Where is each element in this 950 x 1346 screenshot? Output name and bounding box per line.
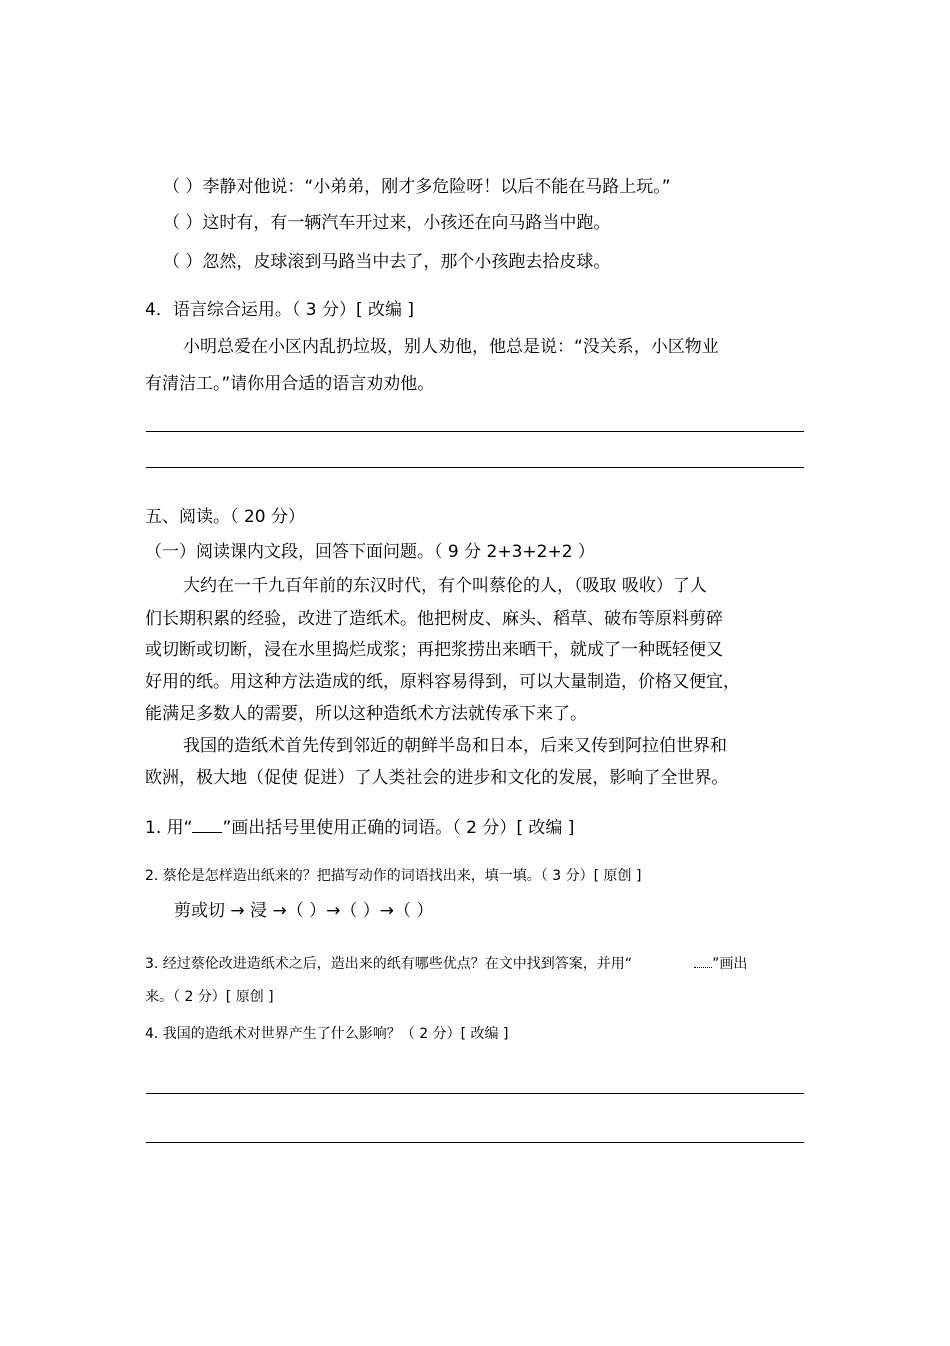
order-item-2: [163, 215, 610, 232]
passage-p1-line2: 们长期积累的经验，改进了造纸术。他把树皮、麻头、稻草、破布等原料剪碎: [145, 609, 723, 629]
answer-line-1[interactable]: [146, 431, 804, 432]
passage-p2-line1: 我国的造纸术首先传到邻近的朝鲜半岛和日本，后来又传到阿拉伯世界和: [183, 736, 727, 756]
question-3-text-a: 3. 经过蔡伦改进造纸术之后，造出来的纸有哪些优点？在文中找到答案，并用“: [145, 956, 633, 972]
question-3-text-b: ”画出: [712, 956, 748, 972]
question-4: 4. 我国的造纸术对世界产生了什么影响？（ 2 分）[ 改编 ]: [145, 1026, 509, 1042]
section5-subtitle: （一）阅读课内文段，回答下面问题。（ 9 分 2+3+2+2 ）: [145, 542, 595, 562]
order-text-2: 这时有，有一辆汽车开过来，小孩还在向马路当中跑。: [202, 213, 611, 233]
order-paren-1[interactable]: （ ）: [163, 177, 203, 197]
answer-line-4[interactable]: [146, 1142, 804, 1143]
order-paren-3[interactable]: （ ）: [163, 252, 203, 272]
q4-prompt-line2: 有清洁工。”请你用合适的语言劝劝他。: [145, 374, 435, 394]
answer-line-3[interactable]: [146, 1093, 804, 1094]
wavy-line-sample: [694, 955, 712, 968]
section5-title: 五、阅读。（ 20 分）: [145, 507, 305, 527]
answer-line-2[interactable]: [146, 467, 804, 468]
order-paren-2[interactable]: （ ）: [163, 213, 203, 233]
question-1: [145, 818, 574, 837]
order-text-3: 忽然，皮球滚到马路当中去了，那个小孩跑去拾皮球。: [202, 252, 611, 272]
question-3: [145, 955, 747, 971]
passage-p1-line1: 大约在一千九百年前的东汉时代，有个叫蔡伦的人，（吸取 吸收）了人: [183, 576, 707, 596]
q4-prompt-line1: 小明总爱在小区内乱扔垃圾，别人劝他，他总是说：“没关系，小区物业: [183, 337, 719, 357]
question-2-chain[interactable]: 剪或切 → 浸 →（ ）→（ ）→（ ）: [174, 901, 434, 921]
passage-p1-line3: 或切断或切断，浸在水里捣烂成浆；再把浆捞出来晒干，就成了一种既轻便又: [145, 640, 723, 660]
passage-p1-line5: 能满足多数人的需要，所以这种造纸术方法就传承下来了。: [145, 704, 587, 724]
passage-p2-line2: 欧洲，极大地（促使 促进）了人类社会的进步和文化的发展，影响了全世界。: [145, 768, 729, 788]
question-1-post: ”画出括号里使用正确的词语。（ 2 分）[ 改编 ]: [222, 818, 575, 838]
q4-title: 4．语言综合运用。（ 3 分）[ 改编 ]: [145, 300, 415, 320]
order-text-1: 李静对他说：“小弟弟，刚才多危险呀！以后不能在马路上玩。”: [202, 177, 671, 197]
passage-p1-line4: 好用的纸。用这种方法造成的纸，原料容易得到，可以大量制造，价格又便宜，: [145, 672, 740, 692]
question-3-cont: 来。（ 2 分）[ 原创 ]: [145, 989, 274, 1005]
underline-sample: [192, 818, 222, 833]
question-2: 2. 蔡伦是怎样造出纸来的？把描写动作的词语找出来，填一填。（ 3 分）[ 原创 ]: [145, 868, 642, 884]
order-item-1: [163, 179, 671, 196]
order-item-3: [163, 254, 610, 271]
question-1-pre: 1. 用“: [145, 818, 193, 838]
